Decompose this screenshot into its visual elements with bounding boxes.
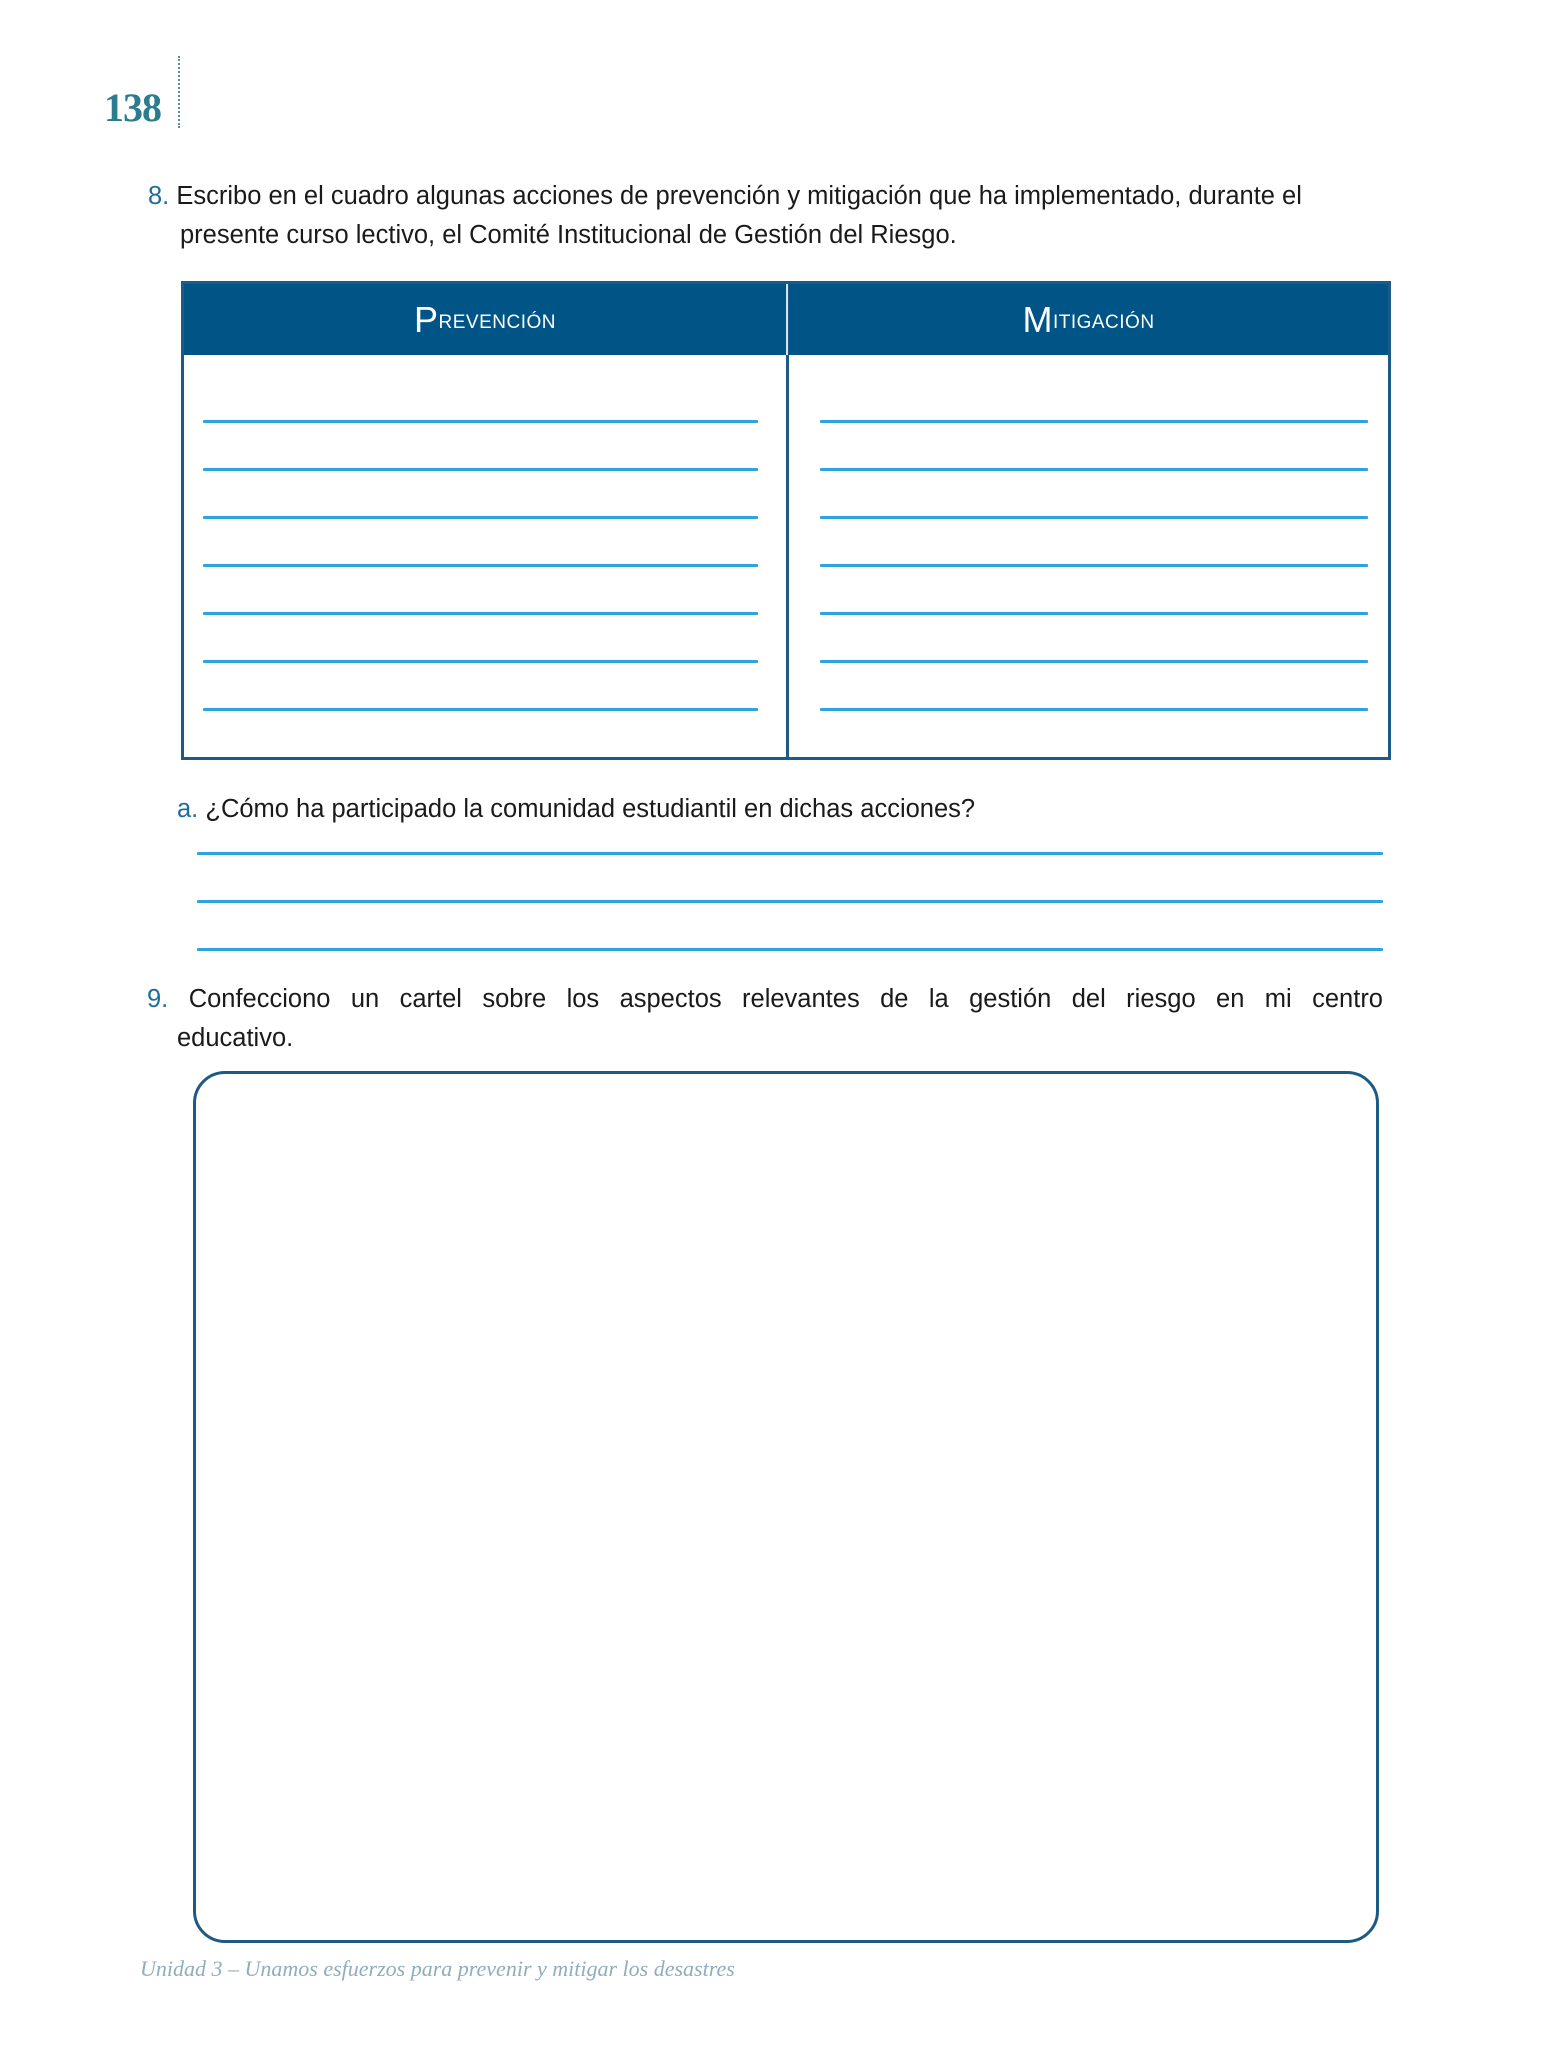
column-header-prevencion [184,284,786,355]
question-8-text-line1: Escribo en el cuadro algunas acciones de prevención y mitigación que ha implementado, durante el [176,182,1302,210]
question-8a-letter: a. [177,795,199,823]
question-9-text-line2: educativo. [177,1024,294,1052]
mitigacion-answer-line[interactable] [820,708,1368,711]
question-8a [177,795,975,824]
page-footer: Unidad 3 – Unamos esfuerzos para prevenir y mitigar los desastres [140,1956,735,1981]
column-header-mitigacion-initial: M [1022,298,1053,340]
mitigacion-answer-line[interactable] [820,612,1368,615]
question-8a-answer-line[interactable] [197,852,1383,855]
question-8a-answer-line[interactable] [197,900,1383,903]
prevention-mitigation-table [181,281,1391,760]
mitigacion-answer-line[interactable] [820,468,1368,471]
prevencion-answer-line[interactable] [203,420,758,423]
prevencion-answer-line[interactable] [203,612,758,615]
column-header-prevencion-initial: P [414,298,439,340]
question-9 [147,980,1383,1058]
prevencion-answer-line[interactable] [203,468,758,471]
page-number-dotted-rule [178,56,180,128]
question-8a-answer-line[interactable] [197,948,1383,951]
prevencion-answer-line[interactable] [203,708,758,711]
page-number: 138 [104,85,161,130]
prevencion-answer-line[interactable] [203,660,758,663]
question-8-number: 8. [148,182,170,210]
prevencion-answer-line[interactable] [203,516,758,519]
poster-drawing-area[interactable] [193,1071,1379,1943]
header-column-divider [786,284,788,355]
mitigacion-answer-line[interactable] [820,420,1368,423]
prevencion-answer-line[interactable] [203,564,758,567]
mitigacion-answer-line[interactable] [820,516,1368,519]
question-8 [148,177,1398,255]
mitigacion-answer-line[interactable] [820,660,1368,663]
column-header-prevencion-rest: revención [438,304,556,334]
question-8a-text: ¿Cómo ha participado la comunidad estudiantil en dichas acciones? [205,795,976,823]
column-header-mitigacion-rest: itigación [1052,304,1155,334]
mitigacion-answer-line[interactable] [820,564,1368,567]
column-header-mitigacion [789,284,1388,355]
question-9-text-line1: Confecciono un cartel sobre los aspectos relevantes de la gestión del riesgo en mi centro [188,985,1383,1013]
question-8-text-line2: presente curso lectivo, el Comité Institucional de Gestión del Riesgo. [180,221,957,249]
question-9-number: 9. [147,985,169,1013]
